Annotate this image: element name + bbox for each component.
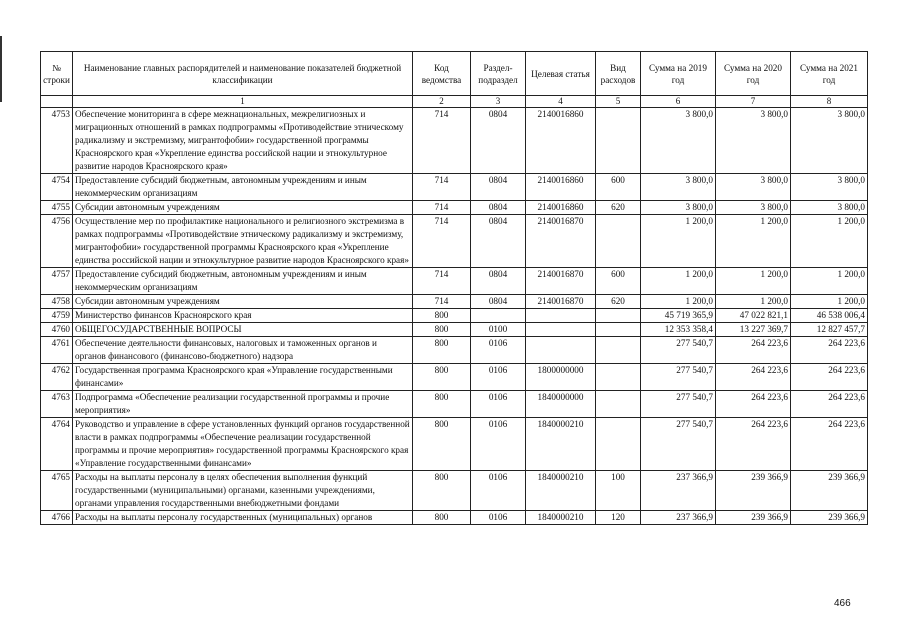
section-cell [471,309,526,323]
expense-type-cell [596,364,641,391]
sum-2020-cell: 1 200,0 [716,268,791,295]
sum-2020-cell: 13 227 369,7 [716,323,791,337]
dept-code-cell: 800 [413,391,471,418]
sum-2021-cell: 3 800,0 [791,201,868,215]
column-number: 1 [73,96,413,108]
table-row [41,309,868,323]
indicator-name-cell: Субсидии автономным учреждениям [73,295,413,309]
dept-code-cell: 800 [413,337,471,364]
expense-type-cell [596,323,641,337]
table-row [41,418,868,471]
section-cell: 0106 [471,391,526,418]
expense-type-cell: 600 [596,174,641,201]
column-number: 5 [596,96,641,108]
table-row [41,364,868,391]
indicator-name-cell: ОБЩЕГОСУДАРСТВЕННЫЕ ВОПРОСЫ [73,323,413,337]
sum-2020-cell: 264 223,6 [716,418,791,471]
expense-type-cell: 620 [596,295,641,309]
sum-2020-cell: 1 200,0 [716,295,791,309]
target-article-cell: 1840000210 [526,418,596,471]
table-row [41,174,868,201]
dept-code-cell: 714 [413,108,471,174]
row-number-cell: 4761 [41,337,73,364]
sum-2021-cell: 264 223,6 [791,418,868,471]
budget-table [40,51,868,525]
row-number-cell: 4754 [41,174,73,201]
expense-type-cell [596,215,641,268]
header-dept-code: Код ведомства [413,52,471,96]
sum-2019-cell: 277 540,7 [641,418,716,471]
indicator-name-cell: Расходы на выплаты персоналу в целях обеспечения выполнения функций государственными (муниципальными) органами, казенными учреждениями, органами управления государственными внебюджетными фондами [73,471,413,511]
section-cell: 0804 [471,215,526,268]
indicator-name-cell: Предоставление субсидий бюджетным, автономным учреждениям и иным некоммерческим организациям [73,174,413,201]
table-row [41,391,868,418]
expense-type-cell [596,391,641,418]
sum-2019-cell: 277 540,7 [641,364,716,391]
row-number-cell: 4762 [41,364,73,391]
row-number-cell: 4766 [41,511,73,525]
sum-2019-cell: 237 366,9 [641,471,716,511]
header-expense-type: Вид расходов [596,52,641,96]
column-number: 4 [526,96,596,108]
target-article-cell: 2140016860 [526,108,596,174]
expense-type-cell [596,108,641,174]
section-cell: 0804 [471,108,526,174]
target-article-cell: 1840000210 [526,511,596,525]
sum-2021-cell: 264 223,6 [791,391,868,418]
target-article-cell: 1800000000 [526,364,596,391]
section-cell: 0100 [471,323,526,337]
table-row [41,323,868,337]
dept-code-cell: 714 [413,295,471,309]
header-row-no: № строки [41,52,73,96]
sum-2020-cell: 47 022 821,1 [716,309,791,323]
sum-2021-cell: 1 200,0 [791,295,868,309]
indicator-name-cell: Подпрограмма «Обеспечение реализации государственной программы и прочие мероприятия» [73,391,413,418]
column-number: 7 [716,96,791,108]
section-cell: 0804 [471,268,526,295]
section-cell: 0804 [471,174,526,201]
header-sum-2020: Сумма на 2020 год [716,52,791,96]
row-number-cell: 4765 [41,471,73,511]
dept-code-cell: 800 [413,309,471,323]
dept-code-cell: 800 [413,323,471,337]
header-target: Целевая статья [526,52,596,96]
sum-2021-cell: 3 800,0 [791,108,868,174]
sum-2019-cell: 1 200,0 [641,268,716,295]
indicator-name-cell: Обеспечение мониторинга в сфере межнациональных, межрелигиозных и миграционных отношений в рамках подпрограммы «Противодействие этническому радикализму и экстремизму, мигрантофобии» государственной программы Красноярского края «Укрепление единства российской нации и этнокультурное развитие народов Красноярского края» [73,108,413,174]
table-row [41,215,868,268]
target-article-cell: 2140016860 [526,174,596,201]
section-cell: 0106 [471,418,526,471]
row-number-cell: 4753 [41,108,73,174]
expense-type-cell: 600 [596,268,641,295]
dept-code-cell: 714 [413,268,471,295]
sum-2020-cell: 1 200,0 [716,215,791,268]
sum-2021-cell: 46 538 006,4 [791,309,868,323]
row-number-cell: 4756 [41,215,73,268]
table-header-row [41,52,868,96]
table-row [41,471,868,511]
dept-code-cell: 800 [413,364,471,391]
indicator-name-cell: Руководство и управление в сфере установленных функций органов государственной власти в рамках подпрограммы «Обеспечение реализации государственной программы и прочие мероприятия» государственной программы Красноярского края «Управление государственными финансами» [73,418,413,471]
indicator-name-cell: Обеспечение деятельности финансовых, налоговых и таможенных органов и органов финансового (финансово-бюджетного) надзора [73,337,413,364]
sum-2019-cell: 1 200,0 [641,215,716,268]
row-number-cell: 4755 [41,201,73,215]
page-number: 466 [834,598,851,609]
section-cell: 0106 [471,337,526,364]
sum-2020-cell: 264 223,6 [716,364,791,391]
row-number-cell: 4757 [41,268,73,295]
target-article-cell [526,309,596,323]
indicator-name-cell: Субсидии автономным учреждениям [73,201,413,215]
target-article-cell [526,337,596,364]
header-section: Раздел-подраздел [471,52,526,96]
row-number-cell: 4759 [41,309,73,323]
sum-2021-cell: 1 200,0 [791,215,868,268]
sum-2020-cell: 3 800,0 [716,201,791,215]
sum-2021-cell: 1 200,0 [791,268,868,295]
indicator-name-cell: Расходы на выплаты персоналу государственных (муниципальных) органов [73,511,413,525]
dept-code-cell: 714 [413,215,471,268]
expense-type-cell: 100 [596,471,641,511]
sum-2020-cell: 3 800,0 [716,108,791,174]
dept-code-cell: 714 [413,201,471,215]
target-article-cell: 2140016870 [526,295,596,309]
sum-2019-cell: 277 540,7 [641,337,716,364]
table-row [41,108,868,174]
sum-2020-cell: 239 366,9 [716,471,791,511]
sum-2020-cell: 264 223,6 [716,337,791,364]
target-article-cell: 2140016870 [526,215,596,268]
column-number: 3 [471,96,526,108]
section-cell: 0106 [471,471,526,511]
indicator-name-cell: Министерство финансов Красноярского края [73,309,413,323]
expense-type-cell: 120 [596,511,641,525]
sum-2021-cell: 12 827 457,7 [791,323,868,337]
table-row [41,337,868,364]
section-cell: 0106 [471,511,526,525]
target-article-cell [526,323,596,337]
sum-2019-cell: 277 540,7 [641,391,716,418]
expense-type-cell: 620 [596,201,641,215]
table-row [41,511,868,525]
sum-2021-cell: 264 223,6 [791,364,868,391]
expense-type-cell [596,309,641,323]
dept-code-cell: 800 [413,511,471,525]
section-cell: 0106 [471,364,526,391]
dept-code-cell: 714 [413,174,471,201]
expense-type-cell [596,418,641,471]
indicator-name-cell: Государственная программа Красноярского края «Управление государственными финансами» [73,364,413,391]
sum-2020-cell: 239 366,9 [716,511,791,525]
sum-2019-cell: 237 366,9 [641,511,716,525]
column-number: 2 [413,96,471,108]
header-name: Наименование главных распорядителей и наименование показателей бюджетной классификации [73,52,413,96]
sum-2019-cell: 12 353 358,4 [641,323,716,337]
target-article-cell: 1840000000 [526,391,596,418]
sum-2019-cell: 3 800,0 [641,108,716,174]
section-cell: 0804 [471,295,526,309]
target-article-cell: 2140016870 [526,268,596,295]
row-number-cell: 4764 [41,418,73,471]
sum-2019-cell: 3 800,0 [641,201,716,215]
sum-2020-cell: 264 223,6 [716,391,791,418]
indicator-name-cell: Осуществление мер по профилактике национального и религиозного экстремизма в рамках подпрограммы «Противодействие этническому радикализму и экстремизму, мигрантофобии» государственной программы Красноярского края «Укрепление единства российской нации и этнокультурное развитие народов Красноярского края» [73,215,413,268]
sum-2019-cell: 45 719 365,9 [641,309,716,323]
target-article-cell: 1840000210 [526,471,596,511]
sum-2021-cell: 3 800,0 [791,174,868,201]
target-article-cell: 2140016860 [526,201,596,215]
dept-code-cell: 800 [413,471,471,511]
row-number-cell: 4760 [41,323,73,337]
column-number-row [41,96,868,108]
sum-2020-cell: 3 800,0 [716,174,791,201]
column-number: 6 [641,96,716,108]
column-number [41,96,73,108]
row-number-cell: 4763 [41,391,73,418]
sum-2019-cell: 1 200,0 [641,295,716,309]
row-number-cell: 4758 [41,295,73,309]
table-row [41,295,868,309]
section-cell: 0804 [471,201,526,215]
table-row [41,268,868,295]
indicator-name-cell: Предоставление субсидий бюджетным, автономным учреждениям и иным некоммерческим организациям [73,268,413,295]
dept-code-cell: 800 [413,418,471,471]
expense-type-cell [596,337,641,364]
header-sum-2021: Сумма на 2021 год [791,52,868,96]
column-number: 8 [791,96,868,108]
sum-2021-cell: 239 366,9 [791,511,868,525]
header-sum-2019: Сумма на 2019 год [641,52,716,96]
sum-2021-cell: 239 366,9 [791,471,868,511]
sum-2021-cell: 264 223,6 [791,337,868,364]
scan-edge-mark [0,36,2,102]
table-row [41,201,868,215]
sum-2019-cell: 3 800,0 [641,174,716,201]
